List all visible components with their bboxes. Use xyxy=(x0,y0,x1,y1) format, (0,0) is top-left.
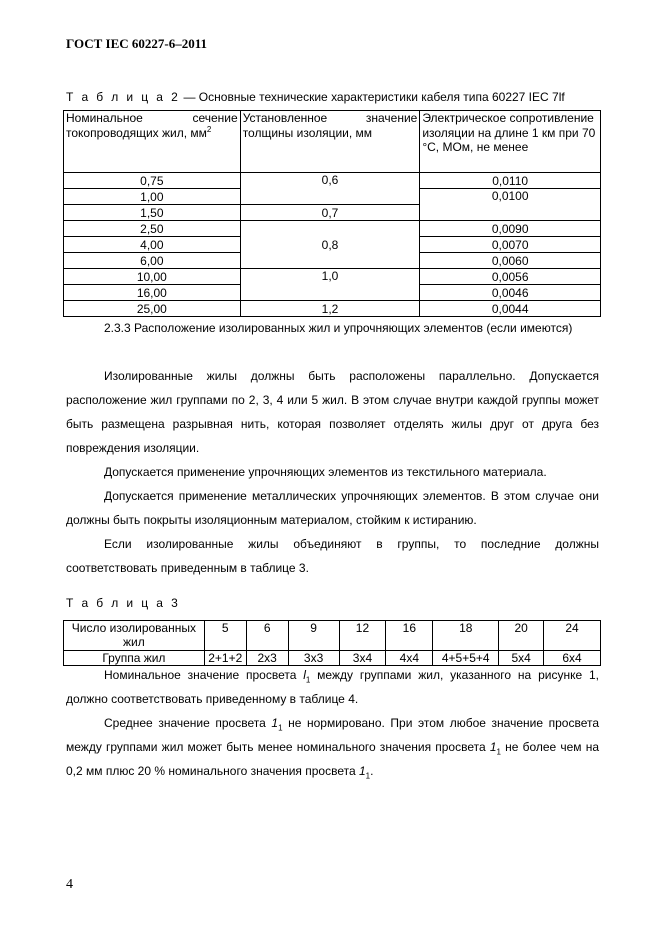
table3-row1-label: Число изолированных жил xyxy=(64,621,205,651)
text-run: Номинальное значение просвета xyxy=(104,668,304,682)
table3-cell: 16 xyxy=(386,621,433,651)
variable-l: 1 xyxy=(358,764,366,778)
table2-cell: 1,50 xyxy=(64,205,241,221)
table2-cell: 0,0100 xyxy=(420,189,601,221)
table2-caption xyxy=(66,90,565,104)
table2-cell: 2,50 xyxy=(64,221,241,237)
table3-row2-label: Группа жил xyxy=(64,651,205,666)
paragraph-nominal-gap xyxy=(66,663,599,711)
paragraph-arrangement: Изолированные жилы должны быть расположены параллельно. Допускается расположение жил группами по 2, 3, 4 или 5 жил. В этом случае внутри каждой группы может быть размещена разрывная нить, которая позволяет отделять жилы друг от друга без повреждения изоляции. xyxy=(66,369,599,455)
table2-col2-header: Установленное значение толщины изоляции, мм xyxy=(240,111,420,173)
table3-cell: 5x4 xyxy=(499,651,544,666)
text-run: Среднее значение просвета xyxy=(104,716,272,730)
text-run: не более чем на 0,2 мм плюс 20 % номинального значения просвета xyxy=(66,740,600,778)
table2-cell: 0,6 xyxy=(240,173,420,205)
paragraph-groups: Если изолированные жилы объединяют в группы, то последние должны соответствовать приведенным в таблице 3. xyxy=(66,537,599,575)
variable-subscript: 1 xyxy=(278,723,283,733)
table2-cell: 0,0110 xyxy=(420,173,601,189)
table3-cell: 3x4 xyxy=(339,651,386,666)
table2-cell: 1,2 xyxy=(240,301,420,317)
paragraph-metal-elements: Допускается применение металлических упрочняющих элементов. В этом случае они должны быть покрыты изоляционным материалом, стойким к истиранию. xyxy=(66,489,599,527)
table3-cell: 9 xyxy=(288,621,339,651)
table3 xyxy=(63,620,601,666)
table3-cell: 3x3 xyxy=(288,651,339,666)
table2-cell: 4,00 xyxy=(64,237,241,253)
table2-cell: 1,00 xyxy=(64,189,241,205)
table3-cell: 6x4 xyxy=(544,651,601,666)
table2-cell: 0,0090 xyxy=(420,221,601,237)
table3-cell: 4+5+5+4 xyxy=(433,651,499,666)
variable-subscript: 1 xyxy=(365,771,371,781)
table3-cell: 24 xyxy=(544,621,601,651)
table2-cell: 16,00 xyxy=(64,285,241,301)
table2-cell: 0,0044 xyxy=(420,301,601,317)
table2-cell: 0,0056 xyxy=(420,269,601,285)
table2-cell: 0,0046 xyxy=(420,285,601,301)
variable-subscript: 1 xyxy=(496,747,501,757)
table3-caption: Т а б л и ц а 3 xyxy=(66,596,181,610)
page-number: 4 xyxy=(66,877,73,892)
table3-cell: 5 xyxy=(204,621,246,651)
table3-cell: 20 xyxy=(499,621,544,651)
table2-cell: 0,0070 xyxy=(420,237,601,253)
table2-cell: 0,0060 xyxy=(420,253,601,269)
table3-cell: 2+1+2 xyxy=(204,651,246,666)
table3-cell: 12 xyxy=(339,621,386,651)
table2-cell: 25,00 xyxy=(64,301,241,317)
paragraph-2-3-3: 2.3.3 Расположение изолированных жил и упрочняющих элементов (если имеются) xyxy=(104,321,573,335)
table2-caption-text: — Основные технические характеристики кабеля типа 60227 IEC 7lf xyxy=(180,90,565,104)
table3-cell: 2x3 xyxy=(246,651,288,666)
table2-cell: 10,00 xyxy=(64,269,241,285)
table3-cell: 6 xyxy=(246,621,288,651)
table2-col1-header xyxy=(64,111,241,173)
table3-cell: 18 xyxy=(433,621,499,651)
table2-cell: 0,8 xyxy=(240,221,420,269)
table2-col3-header: Электрическое сопротивление изоляции на длине 1 км при 70 °С, МОм, не менее xyxy=(420,111,601,173)
variable-l: 1 xyxy=(271,716,279,730)
text-run: не нормировано. При этом любое значение просвета между группами жил может быть менее номинального значения просвета xyxy=(66,716,600,754)
table2-cell: 0,75 xyxy=(64,173,241,189)
table2 xyxy=(63,110,601,317)
paragraph-mean-gap xyxy=(66,711,599,783)
table2-cell: 0,7 xyxy=(240,205,420,221)
table2-cell: 1,0 xyxy=(240,269,420,301)
table2-caption-label: Т а б л и ц а 2 xyxy=(66,90,181,104)
variable-l: l xyxy=(303,668,306,682)
paragraph-textile-elements: Допускается применение упрочняющих элементов из текстильного материала. xyxy=(104,465,547,479)
text-run: между группами жил, указанного на рисунке 1, должно соответствовать приведенному в таблице 4. xyxy=(66,668,599,706)
document-header: ГОСТ IEC 60227-6–2011 xyxy=(66,36,208,51)
table2-col1-header-text: Номинальное сечение токопроводящих жил, мм xyxy=(66,111,238,140)
text-run: . xyxy=(370,764,374,778)
table2-col1-header-sup: 2 xyxy=(206,124,212,134)
variable-subscript: 1 xyxy=(305,675,311,685)
variable-l: 1 xyxy=(489,740,497,754)
table3-cell: 4x4 xyxy=(386,651,433,666)
table2-cell: 6,00 xyxy=(64,253,241,269)
